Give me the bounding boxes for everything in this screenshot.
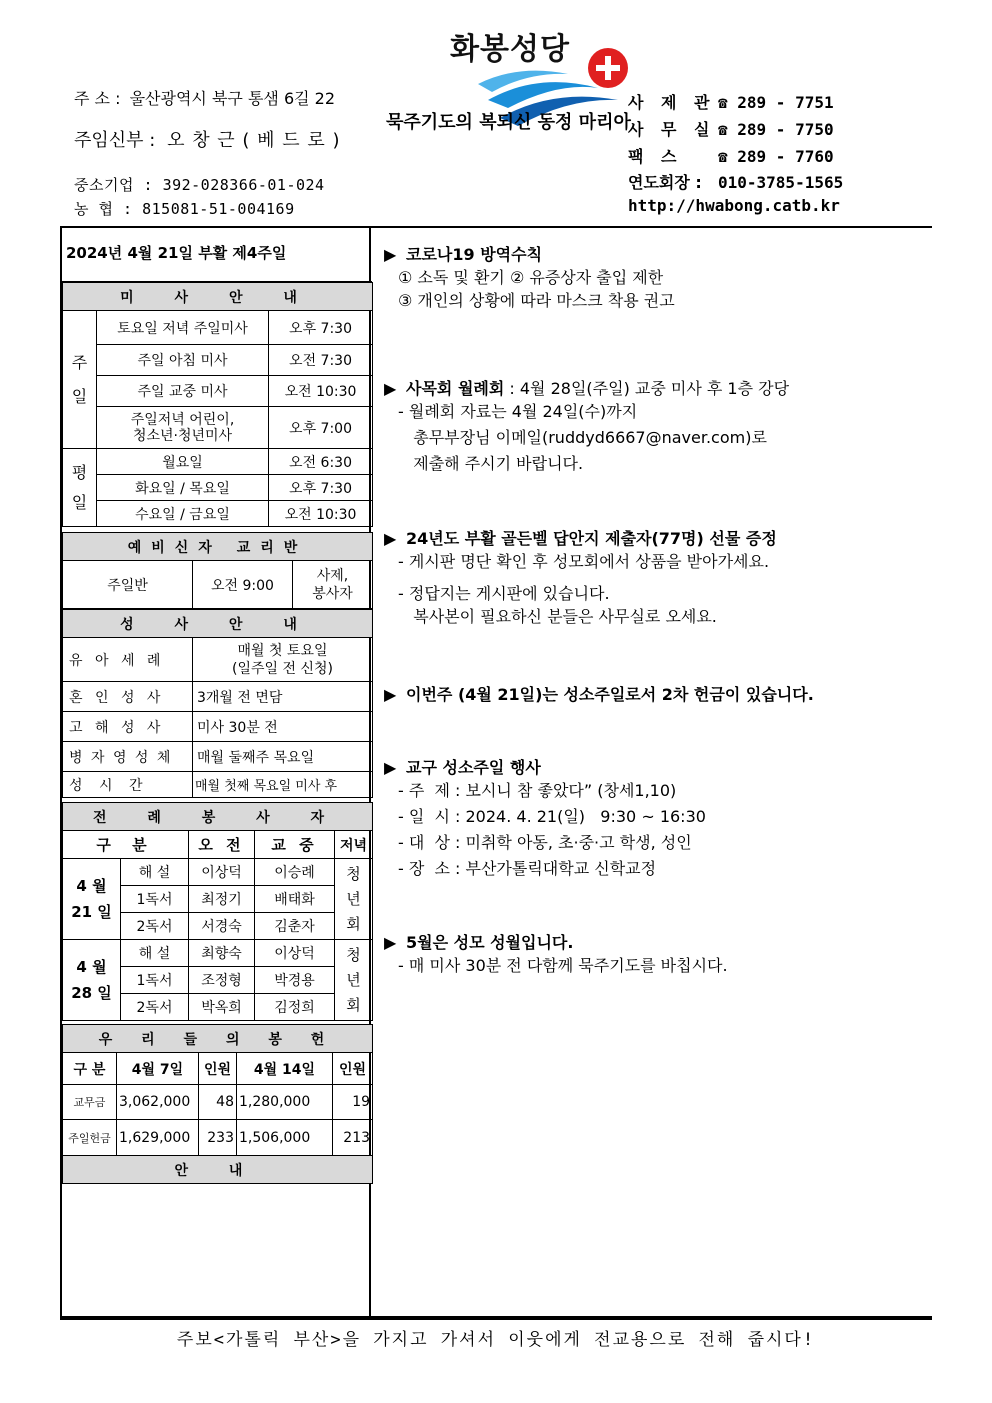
mass-time: 오후 7:30 bbox=[269, 311, 373, 345]
address: 울산광역시 북구 통샘 6길 22 bbox=[129, 89, 336, 108]
priest-row bbox=[74, 126, 341, 152]
servers-header: 교 중 bbox=[255, 831, 335, 859]
server-morning: 서경숙 bbox=[189, 913, 255, 940]
mass-time: 오후 7:00 bbox=[269, 407, 373, 449]
notice-item bbox=[384, 755, 924, 882]
mass-time: 오전 10:30 bbox=[269, 501, 373, 527]
parish-motto: 묵주기도의 복되신 동정 마리아 bbox=[386, 112, 631, 133]
sme-label: 중소기업 : bbox=[74, 176, 154, 194]
notice-line: - 월례회 자료는 4월 24일(수)까지 bbox=[398, 402, 638, 421]
server-role: 2독서 bbox=[121, 913, 189, 940]
priest-label: 주임신부 : bbox=[74, 130, 156, 151]
notice-line: - 게시판 명단 확인 후 성모회에서 상품을 받아가세요. bbox=[398, 552, 770, 571]
contact-chairman: 연도회장 : 010-3785-1565 bbox=[628, 173, 844, 192]
triangle-bullet-icon: ▶ bbox=[384, 933, 397, 952]
server-morning: 이상덕 bbox=[189, 859, 255, 886]
sacrament-info: 매월 첫 토요일 (일주일 전 신청) bbox=[193, 638, 373, 682]
notice-title: 이번주 (4월 21일)는 성소주일로서 2차 헌금이 있습니다. bbox=[406, 685, 814, 704]
server-main: 이상덕 bbox=[255, 940, 335, 967]
mass-schedule-table bbox=[62, 282, 373, 527]
server-evening: 청 년 회 bbox=[335, 859, 373, 940]
offering-amount: 1,506,000 bbox=[237, 1120, 333, 1156]
server-evening: 청 년 회 bbox=[335, 940, 373, 1021]
servers-header: 구 분 bbox=[63, 831, 189, 859]
servers-header: 오 전 bbox=[189, 831, 255, 859]
offering-count: 213 bbox=[333, 1120, 373, 1156]
server-morning: 최정기 bbox=[189, 886, 255, 913]
weekday-label: 평 일 bbox=[63, 449, 97, 527]
notice-title: 코로나19 방역수칙 bbox=[406, 245, 543, 264]
triangle-bullet-icon: ▶ bbox=[384, 529, 397, 548]
notice-item bbox=[384, 526, 924, 627]
offering-header: 구 분 bbox=[63, 1053, 117, 1085]
sacrament-info: 3개월 전 면담 bbox=[193, 682, 373, 712]
sacrament-info: 미사 30분 전 bbox=[193, 712, 373, 742]
sacrament-name: 유 아 세 례 bbox=[63, 638, 193, 682]
notice-line: ③ 개인의 상황에 따라 마스크 착용 권고 bbox=[398, 291, 675, 310]
notice-line: - 주 제 : 보시니 참 좋았다” (창세1,10) bbox=[398, 781, 677, 800]
footer-note: 주보<가톨릭 부산>을 가지고 가셔서 이웃에게 전교용으로 전해 줍시다! bbox=[176, 1330, 816, 1350]
sacrament-name: 병 자 영 성 체 bbox=[63, 742, 193, 772]
notice-title: 교구 성소주일 행사 bbox=[406, 758, 541, 777]
servers-table bbox=[62, 802, 373, 1021]
catechumen-class: 주일반 bbox=[63, 561, 193, 609]
sacrament-info: 매월 첫째 목요일 미사 후 bbox=[193, 772, 373, 798]
contact-fax: 팩 스 ☎ 289 - 7760 bbox=[628, 147, 834, 166]
sacrament-name: 혼 인 성 사 bbox=[63, 682, 193, 712]
offering-amount: 1,629,000 bbox=[117, 1120, 199, 1156]
server-main: 이승례 bbox=[255, 859, 335, 886]
sacrament-name: 성 시 간 bbox=[63, 772, 193, 798]
offering-title: 우 리 들 의 봉 헌 bbox=[63, 1025, 373, 1053]
triangle-bullet-icon: ▶ bbox=[384, 758, 397, 777]
offering-header: 4월 7일 bbox=[117, 1053, 199, 1085]
priest-name: 오 창 근 ( 베 드 로 ) bbox=[167, 130, 341, 151]
website-link[interactable]: http://hwabong.catb.kr bbox=[628, 196, 840, 215]
offering-header: 4월 14일 bbox=[237, 1053, 333, 1085]
offering-count: 233 bbox=[199, 1120, 237, 1156]
server-main: 박경용 bbox=[255, 967, 335, 994]
notice-line: - 일 시 : 2024. 4. 21(일) 9:30 ~ 16:30 bbox=[398, 807, 706, 826]
notice-line: - 장 소 : 부산가톨릭대학교 신학교정 bbox=[398, 859, 657, 878]
sacrament-name: 고 해 성 사 bbox=[63, 712, 193, 742]
offering-count: 19 bbox=[333, 1085, 373, 1120]
notice-title-detail: : 4월 28일(주일) 교중 미사 후 1층 강당 bbox=[504, 379, 790, 398]
notice-title: 5월은 성모 성월입니다. bbox=[406, 933, 574, 952]
sacrament-title: 성 사 안 내 bbox=[63, 610, 373, 638]
notice-title: 사목회 월례회 bbox=[406, 379, 505, 398]
nh-label: 농 협 : bbox=[74, 200, 133, 218]
catechumen-teacher: 사제, 봉사자 bbox=[293, 561, 373, 609]
catechumen-time: 오전 9:00 bbox=[193, 561, 293, 609]
mass-time: 오전 10:30 bbox=[269, 376, 373, 407]
nh-account-row bbox=[74, 198, 295, 219]
notice-line: ① 소독 및 환기 ② 유증상자 출입 제한 bbox=[398, 268, 664, 287]
mass-name: 주일 아침 미사 bbox=[97, 345, 269, 376]
notice-item bbox=[384, 682, 924, 705]
offering-amount: 1,280,000 bbox=[237, 1085, 333, 1120]
server-morning: 최향숙 bbox=[189, 940, 255, 967]
servers-date: 4 월 28 일 bbox=[63, 940, 121, 1021]
notice-item bbox=[384, 930, 924, 979]
mass-title: 미 사 안 내 bbox=[63, 283, 373, 311]
sme-account-row bbox=[74, 174, 325, 195]
server-role: 1독서 bbox=[121, 967, 189, 994]
triangle-bullet-icon: ▶ bbox=[384, 379, 397, 398]
server-role: 해 설 bbox=[121, 940, 189, 967]
offering-amount: 3,062,000 bbox=[117, 1085, 199, 1120]
sunday-label: 주 일 bbox=[63, 311, 97, 449]
notice-line: - 매 미사 30분 전 다함께 묵주기도를 바칩시다. bbox=[398, 956, 728, 975]
mass-time: 오전 7:30 bbox=[269, 345, 373, 376]
servers-date: 4 월 21 일 bbox=[63, 859, 121, 940]
mass-name: 주일 교중 미사 bbox=[97, 376, 269, 407]
offering-table bbox=[62, 1024, 373, 1184]
mass-time: 오후 7:30 bbox=[269, 475, 373, 501]
notice-line: - 대 상 : 미취학 아동, 초·중·고 학생, 성인 bbox=[398, 833, 692, 852]
notice-title: 안 내 bbox=[63, 1156, 373, 1184]
date-title: 2024년 4월 21일 부활 제4주일 bbox=[62, 226, 372, 282]
nh-account: 815081-51-004169 bbox=[142, 200, 295, 218]
notice-item bbox=[384, 242, 924, 312]
offering-type: 주일헌금 bbox=[63, 1120, 117, 1156]
server-role: 1독서 bbox=[121, 886, 189, 913]
server-main: 배태화 bbox=[255, 886, 335, 913]
notice-line: 제출해 주시기 바랍니다. bbox=[398, 454, 584, 473]
notice-line: - 정답지는 게시판에 있습니다. bbox=[398, 584, 610, 603]
contact-office: 사 무 실 ☎ 289 - 7750 bbox=[628, 120, 834, 139]
sme-account: 392-028366-01-024 bbox=[162, 176, 325, 194]
offering-type: 교무금 bbox=[63, 1085, 117, 1120]
address-row bbox=[74, 86, 335, 109]
mass-name-youth: 주일저녁 어린이, 청소년·청년미사 bbox=[97, 407, 269, 449]
offering-header: 인원 bbox=[333, 1053, 373, 1085]
servers-header: 저녁 bbox=[335, 831, 373, 859]
mass-name: 토요일 저녁 주일미사 bbox=[97, 311, 269, 345]
server-role: 해 설 bbox=[121, 859, 189, 886]
catechumen-title: 예비신자 교리반 bbox=[63, 533, 373, 561]
offering-count: 48 bbox=[199, 1085, 237, 1120]
server-main: 김정희 bbox=[255, 994, 335, 1021]
footer-divider bbox=[60, 1318, 932, 1320]
notice-line: 복사본이 필요하신 분들은 사무실로 오세요. bbox=[398, 607, 717, 626]
server-main: 김춘자 bbox=[255, 913, 335, 940]
triangle-bullet-icon: ▶ bbox=[384, 245, 397, 264]
mass-name: 화요일 / 목요일 bbox=[97, 475, 269, 501]
mass-name: 수요일 / 금요일 bbox=[97, 501, 269, 527]
server-morning: 조정형 bbox=[189, 967, 255, 994]
sacrament-info: 매월 둘째주 목요일 bbox=[193, 742, 373, 772]
servers-title: 전 례 봉 사 자 bbox=[63, 803, 373, 831]
notice-title: 24년도 부활 골든벨 답안지 제출자(77명) 선물 증정 bbox=[406, 529, 777, 548]
triangle-bullet-icon: ▶ bbox=[384, 685, 397, 704]
server-role: 2독서 bbox=[121, 994, 189, 1021]
catechumen-table bbox=[62, 532, 373, 609]
sacrament-table bbox=[62, 609, 373, 798]
left-column bbox=[60, 226, 370, 1318]
offering-header: 인원 bbox=[199, 1053, 237, 1085]
server-morning: 박옥희 bbox=[189, 994, 255, 1021]
church-name: 화봉성당 bbox=[450, 32, 570, 67]
address-label: 주 소 : bbox=[74, 89, 121, 108]
contact-rectory: 사 제 관 ☎ 289 - 7751 bbox=[628, 93, 834, 112]
notice-line: 총무부장님 이메일(ruddyd6667@naver.com)로 bbox=[398, 428, 767, 447]
notice-item bbox=[384, 376, 924, 477]
mass-name: 월요일 bbox=[97, 449, 269, 475]
mass-time: 오전 6:30 bbox=[269, 449, 373, 475]
